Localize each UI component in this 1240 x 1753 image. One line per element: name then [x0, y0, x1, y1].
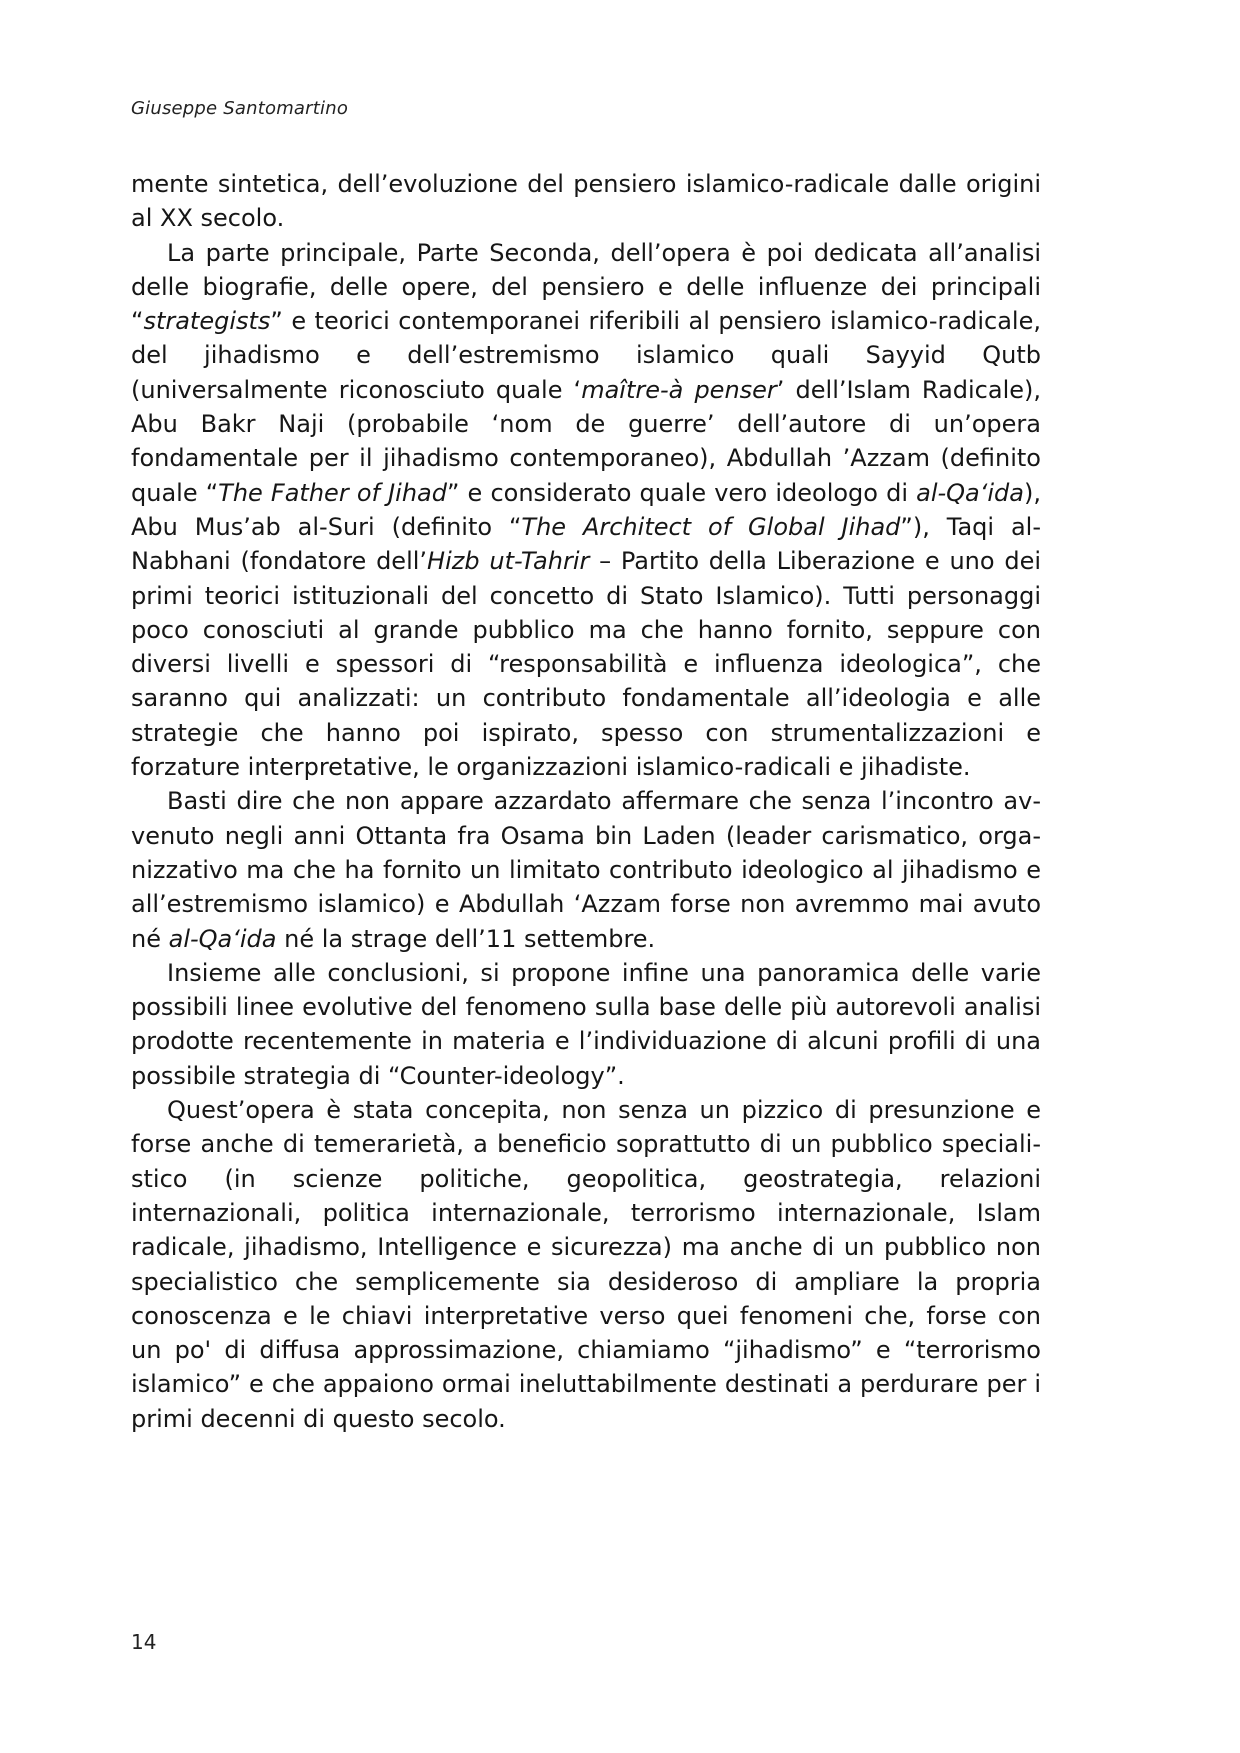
italic-text: strategists: [143, 307, 271, 336]
italic-text: The Architect of Global Jihad: [521, 512, 901, 541]
body-text: [131, 167, 1041, 1436]
italic-text: Hizb ut-Tahrir: [427, 547, 590, 576]
paragraph: [131, 784, 1041, 955]
paragraph: [131, 1093, 1041, 1436]
text-run: ” e teorici contemporanei riferibili al pensiero islamico-radicale, del jihadismo e dell’estremismo islamico quali Sayyid Qutb (universalmente riconosciuto quale ‘: [131, 307, 1041, 404]
text-run: Basti dire che non appare azzardato affermare che senza l’incontro avvenuto negli anni Ottanta fra Osama bin Laden (leader carismatico, organizzativo ma che ha fornito un limitato contributo ideologico al jihadismo e all’estremismo islamico) e Abdullah ‘Azzam forse non avremmo mai avuto né: [131, 787, 1041, 953]
text-run: Quest’opera è stata concepita, non senza un pizzico di presunzione e forse anche di temerarietà, a beneficio soprattutto di un pubblico specialistico (in scienze politiche, geopolitica, geostrategia, relazioni internazionali, politica internazionale, terrorismo internazionale, Islam radicale, jihadismo, Intelligence e sicurezza) ma anche di un pubblico non specialistico che semplicemente sia desideroso di ampliare la propria conoscenza e le chiavi interpretative verso quei fenomeni che, forse con un po' di diffusa approssimazione, chiamiamo “jihadismo” e “terrorismo islamico” e che appaiono ormai ineluttabilmente destinati a perdurare per i primi decenni di questo secolo.: [131, 1096, 1041, 1433]
paragraph: [131, 956, 1041, 1093]
text-run: ), Abu Mus’ab al-Suri (definito “: [131, 478, 1041, 541]
text-run: Insieme alle conclusioni, si propone infine una panoramica delle varie possibili linee evolutive del fenomeno sulla base delle più autorevoli analisi prodotte recentemente in materia e l’individuazione di alcuni profili di una possibile strategia di “Counter-ideology”.: [131, 958, 1041, 1090]
page-number: 14: [131, 1630, 157, 1654]
text-run: ” e considerato quale vero ideologo di: [446, 478, 917, 507]
text-run: mente sintetica, dell’evoluzione del pensiero islamico-radicale dalle origini al XX secolo.: [131, 170, 1041, 233]
text-run: ’ dell’Islam Radicale), Abu Bakr Naji (probabile ‘nom de guerre’ dell’autore di un’opera fondamentale per il jihadismo contemporaneo), Abdullah ’Azzam (definito quale “: [131, 375, 1042, 507]
text-run: La parte principale, Parte Seconda, dell’opera è poi dedicata all’analisi delle biografie, delle opere, del pensiero e delle influenze dei principali “: [131, 238, 1041, 336]
italic-text: al-Qa‘ida: [168, 924, 277, 953]
italic-text: The Father of Jihad: [218, 478, 447, 507]
text-run: ”), Taqi al-Nabhani (fondatore dell’: [131, 512, 1041, 576]
paragraph: [131, 236, 1041, 785]
italic-text: al-Qa‘ida: [916, 478, 1024, 507]
text-run: né la strage dell’11 settembre.: [276, 924, 656, 953]
paragraph: [131, 167, 1041, 236]
text-run: – Partito della Liberazione e uno dei primi teorici istituzionali del concetto di Stato Islamico). Tutti personaggi poco conosciuti al grande pubblico ma che hanno fornito, seppure con diversi livelli e spessori di “responsabilità e influenza ideologica”, che saranno qui analizzati: un contributo fondamentale all’ideologia e alle strategie che hanno poi ispirato, spesso con strumentalizzazioni e forzature interpretative, le organizzazioni islamico-radicali e jihadiste.: [131, 547, 1041, 782]
running-head: Giuseppe Santomartino: [131, 98, 349, 119]
italic-text: maître-à penser: [581, 375, 777, 404]
